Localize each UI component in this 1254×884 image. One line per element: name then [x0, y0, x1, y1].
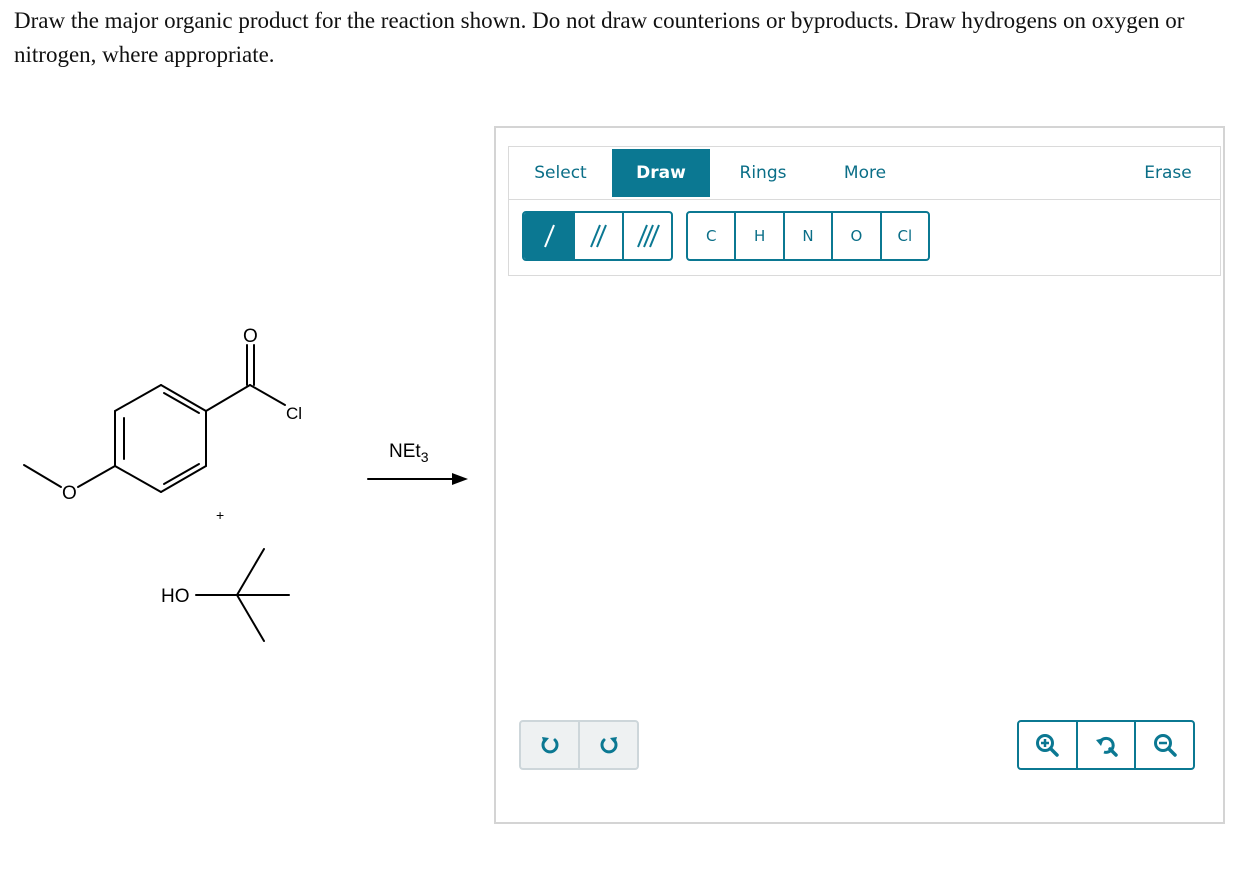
- reagent-label: NEt$_3$: [389, 441, 429, 465]
- single-bond-icon: [539, 223, 559, 249]
- single-bond-button[interactable]: [524, 213, 573, 259]
- atom-tools: [686, 211, 930, 261]
- zoom-reset-icon: [1094, 733, 1118, 757]
- methyl-bond: [237, 549, 264, 595]
- atom-o-button[interactable]: O: [831, 213, 879, 259]
- reaction-scheme: [0, 300, 490, 660]
- zoom-controls: [1017, 720, 1195, 770]
- ring-bond: [161, 466, 206, 492]
- erase-button[interactable]: Erase: [1144, 163, 1192, 183]
- carbonyl-oxygen-label: O: [243, 326, 258, 347]
- arrow-head: [452, 473, 468, 485]
- triple-bond-button[interactable]: [622, 213, 671, 259]
- rings-tab[interactable]: Rings: [739, 163, 787, 183]
- undo-icon: [540, 735, 560, 755]
- zoom-out-button[interactable]: [1134, 722, 1193, 768]
- structure-editor[interactable]: [494, 126, 1225, 824]
- double-bond-icon: [588, 223, 610, 249]
- zoom-reset-button[interactable]: [1076, 722, 1135, 768]
- acyl-bond: [206, 385, 250, 411]
- redo-button[interactable]: [578, 722, 637, 768]
- aryl-o-bond: [78, 466, 115, 487]
- ring-bond: [115, 385, 161, 411]
- zoom-in-button[interactable]: [1019, 722, 1076, 768]
- c-cl-bond: [250, 385, 285, 405]
- ether-oxygen-label: O: [62, 483, 77, 504]
- plus-sign: +: [216, 507, 225, 523]
- atom-cl-button[interactable]: Cl: [880, 213, 928, 259]
- redo-icon: [599, 735, 619, 755]
- atom-c-button[interactable]: C: [705, 227, 717, 245]
- alcohol-label: HO: [161, 586, 190, 607]
- bond-tools: [522, 211, 673, 261]
- triple-bond-icon: [635, 223, 661, 249]
- ring-bond: [161, 385, 206, 411]
- zoom-in-icon: [1035, 733, 1059, 757]
- question-text: Draw the major organic product for the reaction shown. Do not draw counterions or byproducts. Draw hydrogens on oxygen or nitrogen, where appropriate.: [14, 8, 1185, 67]
- zoom-out-icon: [1153, 733, 1177, 757]
- tool-row: [509, 199, 1220, 276]
- atom-h-button[interactable]: H: [734, 213, 782, 259]
- history-controls: [519, 720, 639, 770]
- atom-n-button[interactable]: N: [783, 213, 831, 259]
- more-tab[interactable]: More: [843, 163, 887, 183]
- undo-button[interactable]: [521, 722, 578, 768]
- editor-menu: [509, 147, 1220, 200]
- methyl-bond: [237, 595, 264, 641]
- editor-toolbar: [508, 146, 1221, 276]
- o-methyl-bond: [24, 465, 61, 487]
- chlorine-label: Cl: [286, 404, 303, 423]
- select-tab[interactable]: Select: [534, 163, 587, 183]
- double-bond-button[interactable]: [573, 213, 622, 259]
- ring-bond: [115, 466, 161, 492]
- draw-tab[interactable]: Draw: [612, 149, 710, 197]
